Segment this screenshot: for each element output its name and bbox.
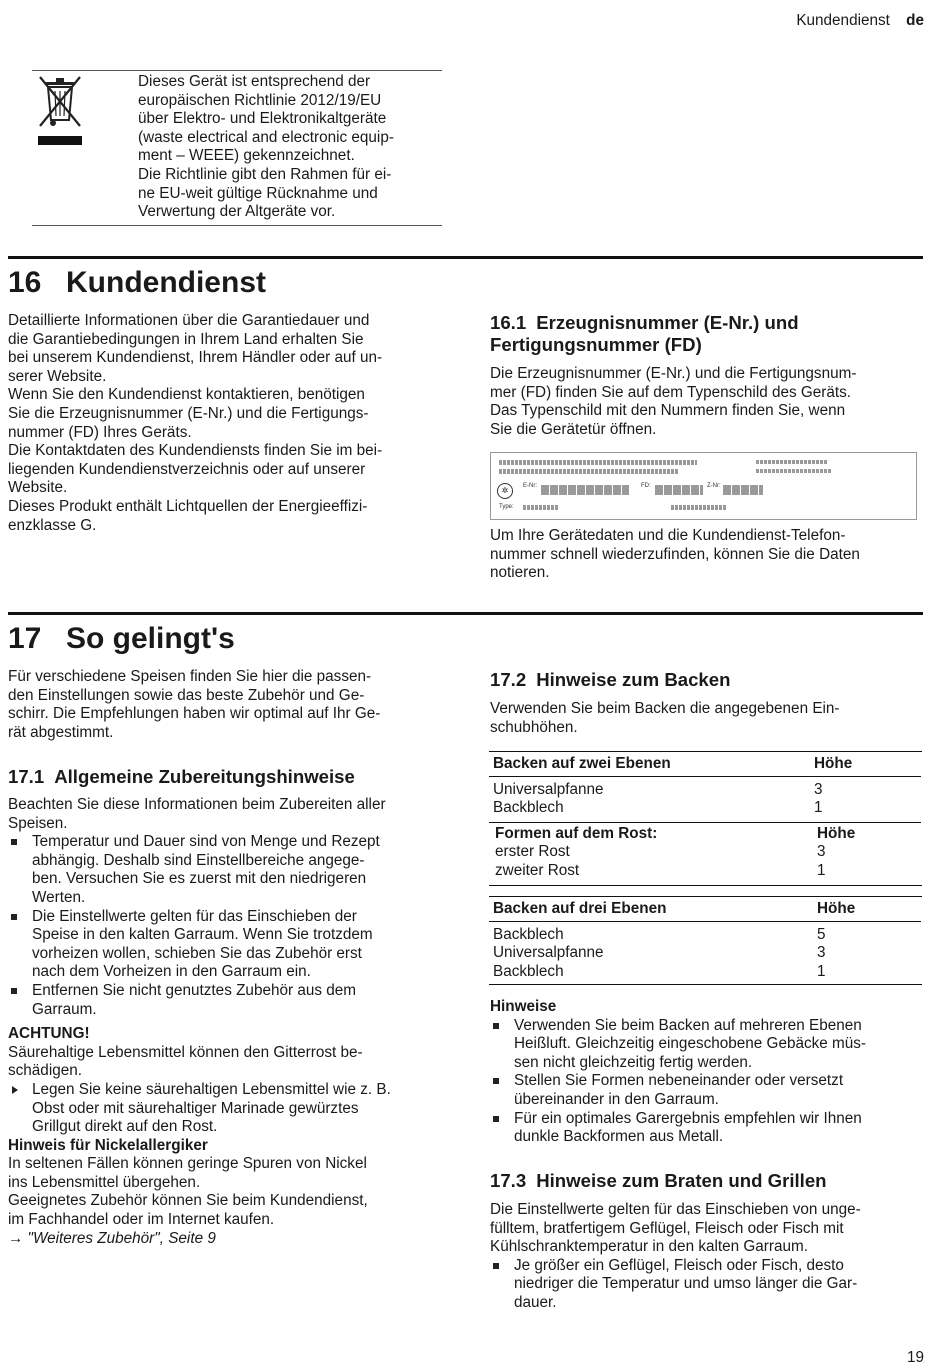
weee-box-bottom-rule [32,225,442,226]
plate-enr-value [541,485,629,495]
body-line: serer Website. [8,367,107,385]
section-17-title: So gelingt's [66,622,235,655]
plate-logo-icon: ✲ [497,483,513,499]
list-item [8,833,448,907]
body-line: Wenn Sie den Kundendienst kontaktieren, benötigen [8,386,365,404]
section-16-body [8,312,448,535]
table-row [489,926,921,945]
body-line: die Garantiebedingungen in Ihrem Land erhalten Sie [8,330,364,348]
plate-type-value [523,505,559,510]
table-cell: 1 [817,962,826,980]
table-row [489,843,921,862]
table-cell: Universalpfanne [493,944,604,962]
weee-line: (waste electrical and electronic equip- [138,128,394,146]
notes-title: Hinweise [490,998,557,1015]
list-line: Heißluft. Gleichzeitig eingeschobene Gebäcke müs- [514,1035,867,1053]
running-header [796,12,924,30]
body-line: Sie die Erzeugnisnummer (E-Nr.) und die Fertigungs- [8,404,369,422]
table-cell: Backblech [493,925,564,943]
table-cell: 3 [817,944,826,962]
list-item [490,1072,920,1109]
baking-table-two-levels [489,751,922,886]
plate-znr-label: Z-Nr: [707,483,721,489]
body-line: Für verschiedene Speisen finden Sie hier die passen- [8,668,372,685]
section-17-2-number: 17.2 [490,669,527,690]
table-cell: zweiter Rost [495,861,580,879]
list-line: Legen Sie keine säurehaltigen Lebensmittel wie z. B. [32,1080,391,1098]
section-16-heading [8,266,266,300]
list-item [8,1081,448,1137]
table-cell: 3 [814,780,823,798]
table-cell: Backblech [493,799,564,817]
weee-line: Die Richtlinie gibt den Rahmen für ei- [138,165,392,183]
body-line: nummer schnell wiederzufinden, können Sie die Daten [490,545,860,563]
weee-line: Verwertung der Altgeräte vor. [138,203,336,221]
section-16-1-number: 16.1 [490,312,527,333]
plate-fd-label: FD: [641,483,651,489]
body-line: mer (FD) finden Sie auf dem Typenschild des Geräts. [490,383,852,401]
weee-box-top-rule [32,70,442,71]
section-17-1-number: 17.1 [8,766,45,787]
plate-fd-value [655,485,703,495]
body-line: enzklasse G. [8,516,97,534]
table-subheader: Höhe [817,824,856,842]
section-16-1-title-line2: Fertigungsnummer (FD) [490,334,702,355]
list-line: Grillgut direkt auf den Rost. [32,1118,218,1136]
plate-placeholder [499,469,679,474]
body-line: Beachten Sie diese Informationen beim Zubereiten aller [8,796,386,813]
list-item [490,1017,920,1073]
table-cell: erster Rost [495,843,570,861]
list-item [8,908,448,982]
table-row [489,799,921,818]
list-item [490,1257,920,1313]
list-line: Je größer ein Geflügel, Fleisch oder Fisch, desto [514,1256,844,1274]
list-line: niedriger die Temperatur und umso länger die Gar- [514,1275,858,1293]
section-16-1-title: Erzeugnisnummer (E-Nr.) und [536,312,799,333]
body-line: Detaillierte Informationen über die Garantiedauer und [8,312,370,329]
section-16-number: 16 [8,266,42,299]
body-line: den Einstellungen sowie das beste Zubehör und Ge- [8,686,365,704]
list-line: Obst oder mit säurehaltiger Marinade gewürztes [32,1099,359,1117]
list-line: Die Einstellwerte gelten für das Einschieben der [32,907,357,925]
weee-line: über Elektro- und Elektronikaltgeräte [138,110,387,128]
body-line: Website. [8,479,68,497]
table-header: Backen auf drei Ebenen [493,900,667,917]
plate-placeholder [671,505,727,510]
plate-enr-label: E-Nr: [523,483,537,489]
roasting-tips-list [490,1257,920,1313]
list-line: dunkle Backformen aus Metall. [514,1128,724,1146]
list-line: ben. Versuchen Sie es zuerst mit den niedrigeren [32,870,367,888]
table-cell: Backblech [493,962,564,980]
section-16-1-heading [490,312,920,356]
section-16-1-body [490,365,920,439]
warning-line: schädigen. [8,1062,82,1080]
section-17-number: 17 [8,622,42,655]
plate-placeholder [499,460,697,465]
section-17-3-number: 17.3 [490,1170,527,1191]
body-line: Das Typenschild mit den Nummern finden Sie, wenn [490,402,846,420]
body-line: im Fachhandel oder im Internet kaufen. [8,1211,275,1229]
table-cell: 3 [817,843,826,861]
page-number: 19 [906,1349,924,1366]
weee-line: europäischen Richtlinie 2012/19/EU [138,91,382,109]
header-lang: de [906,12,924,29]
weee-bin-icon [36,74,84,153]
list-line: Verwenden Sie beim Backen auf mehreren Ebenen [514,1016,862,1034]
table-cell: 1 [817,861,826,879]
warning-line: Säurehaltige Lebensmittel können den Gitterrost be- [8,1043,363,1061]
body-line: Kühlschranktemperatur in den kalten Garraum. [490,1238,808,1256]
section-17-heading [8,622,235,656]
body-line: notieren. [490,564,550,582]
body-line: rät abgestimmt. [8,723,114,741]
section-17-1-heading [8,766,355,788]
body-line: Die Kontaktdaten des Kundendiensts finden Sie im bei- [8,442,383,460]
body-line: Dieses Produkt enthält Lichtquellen der Energieeffizi- [8,497,368,515]
section-16-title: Kundendienst [66,266,266,299]
list-line: Garraum. [32,1000,97,1018]
section-17-2-title: Hinweise zum Backen [536,669,731,690]
list-item [490,1110,920,1147]
baking-notes-list [490,1017,920,1147]
plate-type-label: Type: [499,504,514,510]
list-item [8,982,448,1019]
section-17-rule [8,612,923,615]
table-row [489,781,921,800]
list-line: Für ein optimales Garergebnis empfehlen wir Ihnen [514,1109,862,1127]
list-line: übereinander in den Garraum. [514,1090,719,1108]
weee-line: ne EU-weit gültige Rücknahme und [138,184,378,202]
baking-notes [490,998,920,1147]
list-line: Stellen Sie Formen nebeneinander oder versetzt [514,1072,844,1090]
plate-znr-value [723,485,763,495]
list-line: Speise in den kalten Garraum. Wenn Sie trotzdem [32,926,373,944]
body-line: ins Lebensmittel übergehen. [8,1173,201,1191]
table-cell: 5 [817,925,826,943]
body-line: Die Erzeugnisnummer (E-Nr.) und die Fertigungsnum- [490,365,857,382]
list-line: nach dem Vorheizen in den Garraum ein. [32,963,311,981]
table-header: Höhe [817,900,856,917]
list-line: Werten. [32,888,86,906]
section-17-3-heading [490,1170,827,1192]
section-17-3-title: Hinweise zum Braten und Grillen [536,1170,827,1191]
body-line: Die Einstellwerte gelten für das Einschieben von unge- [490,1201,861,1218]
body-line: fülltem, bratfertigem Geflügel, Fleisch oder Fisch mit [490,1219,844,1237]
body-line: liegenden Kundendienstverzeichnis oder auf unserer [8,460,366,478]
list-line: Entfernen Sie nicht genutztes Zubehör aus dem [32,981,356,999]
body-line: Geeignetes Zubehör können Sie beim Kundendienst, [8,1192,368,1210]
list-line: vorheizen wollen, schieben Sie das Zubehör erst [32,944,362,962]
plate-placeholder [756,469,831,473]
body-line: In seltenen Fällen können geringe Spuren von Nickel [8,1155,367,1173]
list-line: Temperatur und Dauer sind von Menge und Rezept [32,833,380,851]
general-tips-list [8,833,448,1019]
nickel-title: Hinweis für Nickelallergiker [8,1136,208,1154]
weee-line: Dieses Gerät ist entsprechend der [138,73,371,90]
table-cell: Universalpfanne [493,780,604,798]
accessory-link[interactable]: → "Weiteres Zubehör", Seite 9 [8,1229,216,1247]
section-16-1-after [490,527,920,583]
section-16-rule [8,256,923,259]
weee-text [138,73,438,222]
table-row [489,963,921,985]
body-line: Speisen. [8,814,68,832]
table-row [489,944,921,963]
warning-title: ACHTUNG! [8,1025,90,1043]
body-line: Sie die Gerätetür öffnen. [490,420,657,438]
section-17-2-intro [490,700,920,737]
baking-table-three-levels [489,896,922,985]
header-section: Kundendienst [796,12,890,29]
body-line: schubhöhen. [490,718,578,736]
section-17-body [8,668,448,742]
body-line: Um Ihre Gerätedaten und die Kundendienst-Telefon- [490,527,846,544]
list-line: dauer. [514,1293,557,1311]
body-line: nummer (FD) Ihres Geräts. [8,423,192,441]
list-line: sen nicht gleichzeitig fertig werden. [514,1053,753,1071]
table-cell: 1 [814,799,823,817]
table-row [489,862,921,885]
section-17-3-body [490,1201,920,1313]
rating-plate [490,452,917,520]
table-header: Höhe [814,755,853,772]
section-17-2-heading [490,669,730,691]
warning-action-list [8,1081,448,1137]
section-17-1-body [8,796,448,1248]
plate-placeholder [756,460,828,464]
body-line: schirr. Die Empfehlungen haben wir optimal auf Ihr Ge- [8,705,381,723]
weee-line: ment – WEEE) gekennzeichnet. [138,147,355,165]
body-line: bei unserem Kundendienst, Ihrem Händler oder auf un- [8,349,383,367]
body-line: Verwenden Sie beim Backen die angegebenen Ein- [490,700,840,717]
table-header: Backen auf zwei Ebenen [493,755,671,772]
section-17-1-title: Allgemeine Zubereitungshinweise [54,766,355,787]
table-subheader: Formen auf dem Rost: [495,824,658,842]
list-line: abhängig. Deshalb sind Einstellbereiche angege- [32,851,365,869]
